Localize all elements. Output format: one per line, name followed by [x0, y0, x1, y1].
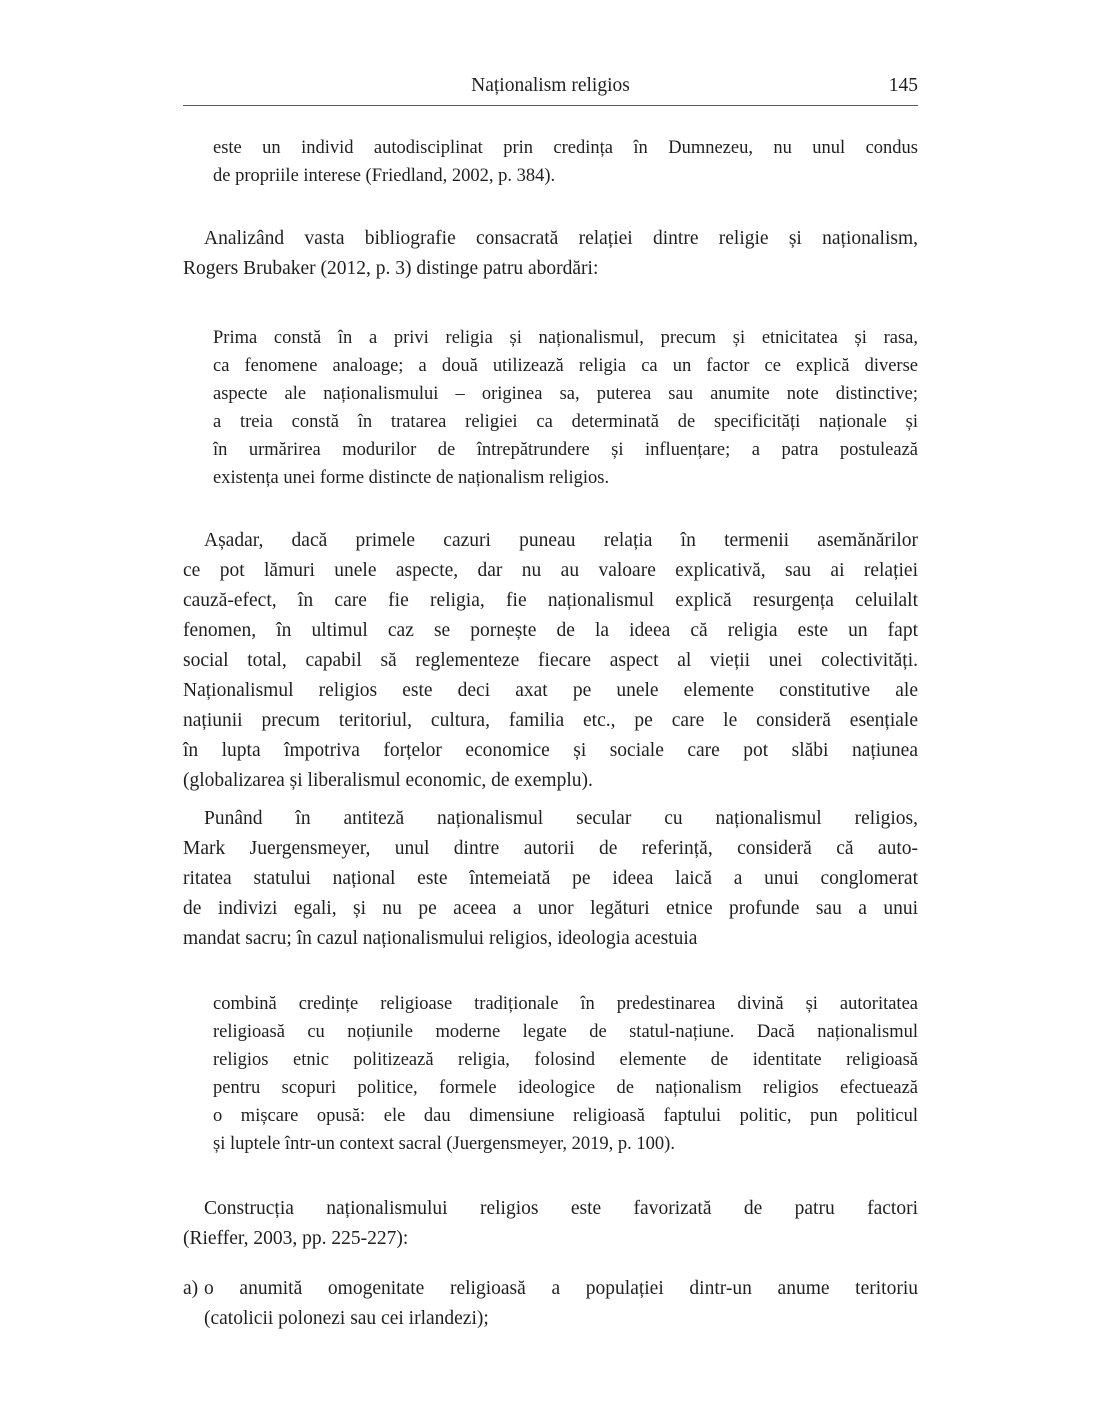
- header-rule: [183, 105, 918, 106]
- text-line: națiunii precum teritoriul, cultura, familia etc., pe care le consideră esențiale: [183, 710, 918, 731]
- text-line: Construcția naționalismului religios este favorizată de patru factori: [204, 1198, 918, 1219]
- block-quote: [213, 324, 918, 492]
- list-marker: a): [183, 1278, 199, 1299]
- text-line: ca fenomene analoage; a două utilizează religia ca un factor ce explică diverse: [213, 356, 918, 376]
- page-number: 145: [888, 75, 918, 96]
- text-line: existența unei forme distincte de naționalism religios.: [213, 468, 610, 488]
- paragraph: [183, 224, 918, 284]
- text-line: fenomen, în ultimul caz se pornește de la ideea că religia este un fapt: [183, 620, 918, 641]
- text-line: combină credințe religioase tradiționale în predestinarea divină și autoritatea: [213, 994, 918, 1014]
- text-line: ritatea statului național este întemeiată pe ideea laică a unui conglomerat: [183, 868, 918, 889]
- text-line: este un individ autodisciplinat prin credința în Dumnezeu, nu unul condus: [213, 138, 918, 158]
- text-line: Punând în antiteză naționalismul secular cu naționalismul religios,: [204, 808, 918, 829]
- text-line: o anumită omogenitate religioasă a populației dintr-un anume teritoriu: [204, 1278, 918, 1299]
- text-line: pentru scopuri politice, formele ideologice de naționalism religios efectuează: [213, 1078, 918, 1098]
- block-quote: [213, 990, 918, 1158]
- text-line: Analizând vasta bibliografie consacrată relației dintre religie și naționalism,: [204, 228, 918, 249]
- text-line: Mark Juergensmeyer, unul dintre autorii de referință, consideră că auto-: [183, 838, 918, 859]
- text-line: (globalizarea și liberalismul economic, de exemplu).: [183, 770, 593, 791]
- block-quote: [213, 134, 918, 190]
- text-line: Prima constă în a privi religia și naționalismul, precum și etnicitatea și rasa,: [213, 328, 918, 348]
- paragraph: [183, 1194, 918, 1254]
- text-line: social total, capabil să reglementeze fiecare aspect al vieții unei colectivități.: [183, 650, 918, 671]
- text-line: în lupta împotriva forțelor economice și sociale care pot slăbi națiunea: [183, 740, 918, 761]
- text-line: Naționalismul religios este deci axat pe unele elemente constitutive ale: [183, 680, 918, 701]
- text-column: [183, 118, 918, 1334]
- text-line: Rogers Brubaker (2012, p. 3) distinge patru abordări:: [183, 258, 599, 279]
- text-line: religios etnic politizează religia, folosind elemente de identitate religioasă: [213, 1050, 918, 1070]
- text-line: în urmărirea modurilor de întrepătrundere și influențare; a patra postulează: [213, 440, 918, 460]
- text-line: cauză-efect, în care fie religia, fie naționalismul explică resurgența celuilalt: [183, 590, 918, 611]
- text-line: de indivizi egali, și nu pe aceea a unor legături etnice profunde sau a unui: [183, 898, 918, 919]
- paragraph: [183, 804, 918, 954]
- text-line: (catolicii polonezi sau cei irlandezi);: [204, 1308, 489, 1329]
- text-line: și luptele într-un context sacral (Juergensmeyer, 2019, p. 100).: [213, 1134, 675, 1154]
- running-head-title: Naționalism religios: [471, 75, 630, 96]
- text-line: a treia constă în tratarea religiei ca determinată de specificități naționale și: [213, 412, 918, 432]
- text-line: ce pot lămuri unele aspecte, dar nu au valoare explicativă, sau ai relației: [183, 560, 918, 581]
- text-line: mandat sacru; în cazul naționalismului religios, ideologia acestuia: [183, 928, 698, 949]
- list-item: [183, 1274, 918, 1334]
- paragraph: [183, 526, 918, 796]
- text-line: (Rieffer, 2003, pp. 225-227):: [183, 1228, 409, 1249]
- text-line: aspecte ale naționalismului – originea sa, puterea sau anumite note distinctive;: [213, 384, 918, 404]
- page-header: [183, 74, 918, 106]
- text-line: Așadar, dacă primele cazuri puneau relația în termenii asemănărilor: [204, 530, 918, 551]
- text-line: o mișcare opusă: ele dau dimensiune religioasă faptului politic, pun politicul: [213, 1106, 918, 1126]
- text-line: religioasă cu noțiunile moderne legate de statul-națiune. Dacă naționalismul: [213, 1022, 918, 1042]
- text-line: de propriile interese (Friedland, 2002, p. 384).: [213, 166, 556, 186]
